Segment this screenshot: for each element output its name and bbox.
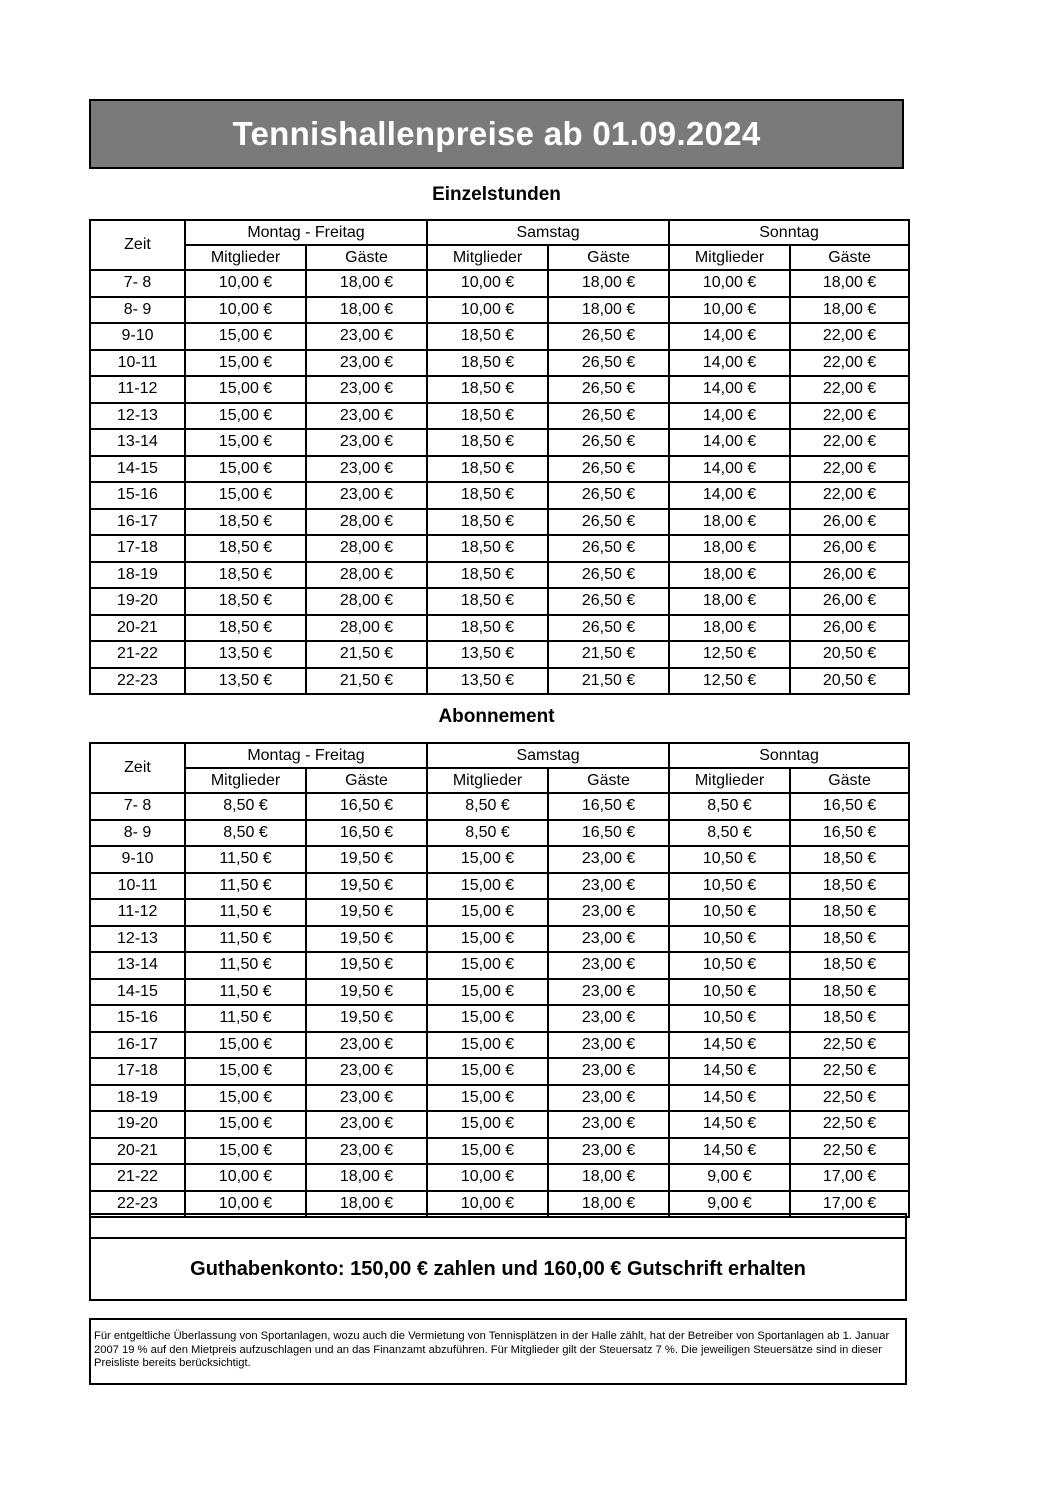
price-cell: 23,00 €	[306, 482, 427, 509]
price-cell: 13,50 €	[185, 668, 306, 695]
price-cell: 18,50 €	[427, 323, 548, 350]
price-cell: 15,00 €	[427, 899, 548, 926]
price-table-abonnement	[89, 742, 910, 1218]
price-cell: 18,50 €	[427, 588, 548, 615]
price-cell: 18,50 €	[185, 535, 306, 562]
price-cell: 15,00 €	[427, 979, 548, 1006]
price-cell: 18,00 €	[790, 270, 909, 297]
price-cell: 11,50 €	[185, 899, 306, 926]
price-cell: 14,00 €	[669, 429, 790, 456]
time-cell: 21-22	[90, 1164, 185, 1191]
price-cell: 18,00 €	[669, 615, 790, 642]
price-cell: 19,50 €	[306, 1005, 427, 1032]
time-cell: 8- 9	[90, 820, 185, 847]
table-row	[90, 1111, 909, 1138]
price-cell: 23,00 €	[306, 1058, 427, 1085]
price-cell: 8,50 €	[427, 820, 548, 847]
table-row	[90, 429, 909, 456]
price-cell: 28,00 €	[306, 588, 427, 615]
price-cell: 28,00 €	[306, 562, 427, 589]
price-cell: 21,50 €	[306, 668, 427, 695]
time-cell: 12-13	[90, 926, 185, 953]
price-cell: 15,00 €	[185, 482, 306, 509]
price-cell: 22,50 €	[790, 1138, 909, 1165]
time-cell: 13-14	[90, 952, 185, 979]
price-cell: 11,50 €	[185, 873, 306, 900]
price-cell: 13,50 €	[427, 641, 548, 668]
price-cell: 21,50 €	[548, 668, 669, 695]
table-row	[90, 1164, 909, 1191]
price-cell: 13,50 €	[185, 641, 306, 668]
table-row	[90, 376, 909, 403]
price-cell: 18,00 €	[306, 1191, 427, 1218]
price-cell: 18,50 €	[427, 350, 548, 377]
price-cell: 18,00 €	[306, 1164, 427, 1191]
price-cell: 23,00 €	[306, 456, 427, 483]
price-cell: 14,50 €	[669, 1058, 790, 1085]
price-cell: 8,50 €	[669, 793, 790, 820]
price-cell: 10,00 €	[185, 270, 306, 297]
price-cell: 16,50 €	[790, 820, 909, 847]
group-header: Sonntag	[669, 743, 909, 768]
price-cell: 8,50 €	[427, 793, 548, 820]
price-cell: 26,00 €	[790, 509, 909, 536]
price-cell: 15,00 €	[185, 1032, 306, 1059]
subheader: Mitglieder	[669, 245, 790, 270]
time-cell: 10-11	[90, 873, 185, 900]
price-cell: 26,50 €	[548, 429, 669, 456]
price-cell: 15,00 €	[427, 1058, 548, 1085]
time-cell: 7- 8	[90, 793, 185, 820]
table-row	[90, 873, 909, 900]
price-cell: 10,00 €	[427, 297, 548, 324]
guthaben-text: Guthabenkonto: 150,00 € zahlen und 160,00 € Gutschrift erhalten	[190, 1257, 806, 1280]
price-cell: 10,50 €	[669, 846, 790, 873]
time-cell: 17-18	[90, 1058, 185, 1085]
time-cell: 9-10	[90, 846, 185, 873]
price-cell: 15,00 €	[427, 873, 548, 900]
price-cell: 15,00 €	[185, 1085, 306, 1112]
price-cell: 10,00 €	[669, 270, 790, 297]
time-cell: 11-12	[90, 899, 185, 926]
price-cell: 18,50 €	[790, 846, 909, 873]
price-cell: 26,00 €	[790, 562, 909, 589]
group-header: Samstag	[427, 220, 669, 245]
price-cell: 8,50 €	[669, 820, 790, 847]
table-row	[90, 1058, 909, 1085]
price-cell: 16,50 €	[306, 820, 427, 847]
time-cell: 13-14	[90, 429, 185, 456]
price-cell: 22,00 €	[790, 429, 909, 456]
price-cell: 21,50 €	[306, 641, 427, 668]
price-cell: 15,00 €	[427, 1085, 548, 1112]
table-row	[90, 615, 909, 642]
price-cell: 11,50 €	[185, 926, 306, 953]
price-cell: 23,00 €	[306, 429, 427, 456]
price-cell: 18,50 €	[427, 562, 548, 589]
price-cell: 10,00 €	[669, 297, 790, 324]
price-cell: 22,00 €	[790, 403, 909, 430]
price-cell: 15,00 €	[185, 456, 306, 483]
price-cell: 17,00 €	[790, 1191, 909, 1218]
price-cell: 18,50 €	[790, 952, 909, 979]
price-cell: 22,00 €	[790, 323, 909, 350]
price-table-einzelstunden	[89, 219, 910, 695]
price-cell: 22,50 €	[790, 1085, 909, 1112]
price-cell: 23,00 €	[548, 1032, 669, 1059]
table-row	[90, 952, 909, 979]
price-cell: 26,50 €	[548, 535, 669, 562]
price-cell: 10,50 €	[669, 952, 790, 979]
price-cell: 28,00 €	[306, 535, 427, 562]
table-row	[90, 899, 909, 926]
time-cell: 15-16	[90, 1005, 185, 1032]
price-cell: 23,00 €	[548, 873, 669, 900]
price-cell: 23,00 €	[306, 376, 427, 403]
table-row	[90, 562, 909, 589]
table-row	[90, 456, 909, 483]
price-cell: 18,50 €	[790, 899, 909, 926]
price-cell: 26,50 €	[548, 323, 669, 350]
price-cell: 11,50 €	[185, 846, 306, 873]
price-cell: 28,00 €	[306, 509, 427, 536]
group-header: Montag - Freitag	[185, 743, 427, 768]
price-cell: 10,00 €	[427, 1164, 548, 1191]
price-cell: 19,50 €	[306, 926, 427, 953]
price-cell: 10,50 €	[669, 979, 790, 1006]
price-cell: 21,50 €	[548, 641, 669, 668]
price-cell: 19,50 €	[306, 873, 427, 900]
price-cell: 22,00 €	[790, 350, 909, 377]
price-cell: 16,50 €	[548, 793, 669, 820]
price-cell: 18,00 €	[306, 297, 427, 324]
price-cell: 14,50 €	[669, 1032, 790, 1059]
price-cell: 23,00 €	[548, 926, 669, 953]
time-cell: 16-17	[90, 509, 185, 536]
price-cell: 23,00 €	[548, 846, 669, 873]
price-cell: 23,00 €	[306, 403, 427, 430]
price-cell: 18,50 €	[427, 482, 548, 509]
price-cell: 14,00 €	[669, 376, 790, 403]
time-cell: 7- 8	[90, 270, 185, 297]
price-cell: 18,50 €	[185, 562, 306, 589]
price-cell: 18,50 €	[427, 615, 548, 642]
price-cell: 14,00 €	[669, 456, 790, 483]
price-cell: 26,50 €	[548, 509, 669, 536]
price-cell: 18,50 €	[185, 588, 306, 615]
tax-note: Für entgeltliche Überlassung von Sportanlagen, wozu auch die Vermietung von Tennisplätzen in der Halle zählt, hat der Betreiber von Sportanlagen ab 1. Januar 2007 19 % auf den Mietpreis aufzuschlagen und an das Finanzamt abzuführen. Für Mitglieder gilt der Steuersatz 7 %. Die jeweiligen Steuersätze sind in dieser Preisliste bereits berücksichtigt.	[89, 1318, 907, 1385]
price-cell: 16,50 €	[548, 820, 669, 847]
price-cell: 15,00 €	[427, 926, 548, 953]
price-cell: 10,50 €	[669, 1005, 790, 1032]
table-row	[90, 350, 909, 377]
price-cell: 15,00 €	[185, 403, 306, 430]
table-row	[90, 668, 909, 695]
table-row	[90, 535, 909, 562]
price-cell: 16,50 €	[790, 793, 909, 820]
group-header: Montag - Freitag	[185, 220, 427, 245]
time-cell: 19-20	[90, 588, 185, 615]
price-cell: 18,50 €	[185, 615, 306, 642]
price-cell: 22,50 €	[790, 1058, 909, 1085]
price-cell: 23,00 €	[306, 1085, 427, 1112]
price-cell: 15,00 €	[185, 1138, 306, 1165]
price-cell: 18,00 €	[548, 1164, 669, 1191]
table-row	[90, 793, 909, 820]
price-cell: 22,00 €	[790, 376, 909, 403]
price-cell: 11,50 €	[185, 952, 306, 979]
price-cell: 18,50 €	[427, 376, 548, 403]
time-cell: 18-19	[90, 1085, 185, 1112]
title-banner	[89, 99, 904, 169]
price-cell: 15,00 €	[427, 1111, 548, 1138]
price-cell: 22,00 €	[790, 456, 909, 483]
price-cell: 23,00 €	[548, 1058, 669, 1085]
price-cell: 14,00 €	[669, 323, 790, 350]
time-cell: 18-19	[90, 562, 185, 589]
price-cell: 18,00 €	[548, 297, 669, 324]
price-cell: 26,50 €	[548, 615, 669, 642]
price-cell: 28,00 €	[306, 615, 427, 642]
table-row	[90, 641, 909, 668]
price-cell: 19,50 €	[306, 979, 427, 1006]
price-cell: 18,00 €	[669, 562, 790, 589]
price-cell: 9,00 €	[669, 1164, 790, 1191]
subheader: Mitglieder	[185, 245, 306, 270]
price-cell: 14,50 €	[669, 1111, 790, 1138]
price-cell: 10,50 €	[669, 899, 790, 926]
price-cell: 15,00 €	[185, 1058, 306, 1085]
price-cell: 18,50 €	[427, 403, 548, 430]
price-cell: 15,00 €	[185, 376, 306, 403]
price-cell: 23,00 €	[548, 1005, 669, 1032]
price-cell: 20,50 €	[790, 668, 909, 695]
price-cell: 14,50 €	[669, 1138, 790, 1165]
price-cell: 23,00 €	[306, 1111, 427, 1138]
price-cell: 26,50 €	[548, 403, 669, 430]
price-cell: 14,00 €	[669, 482, 790, 509]
price-cell: 15,00 €	[427, 952, 548, 979]
price-cell: 23,00 €	[548, 899, 669, 926]
price-cell: 18,00 €	[548, 1191, 669, 1218]
time-cell: 9-10	[90, 323, 185, 350]
table-row	[90, 846, 909, 873]
price-cell: 19,50 €	[306, 846, 427, 873]
group-header: Samstag	[427, 743, 669, 768]
price-cell: 23,00 €	[306, 1032, 427, 1059]
price-cell: 18,00 €	[669, 588, 790, 615]
price-cell: 15,00 €	[427, 1138, 548, 1165]
price-cell: 26,00 €	[790, 535, 909, 562]
subheader: Gäste	[548, 245, 669, 270]
price-cell: 23,00 €	[548, 952, 669, 979]
price-cell: 22,50 €	[790, 1111, 909, 1138]
price-cell: 10,00 €	[185, 1191, 306, 1218]
time-cell: 22-23	[90, 668, 185, 695]
price-cell: 18,00 €	[548, 270, 669, 297]
price-cell: 15,00 €	[427, 1032, 548, 1059]
price-cell: 18,00 €	[669, 509, 790, 536]
price-cell: 18,50 €	[427, 456, 548, 483]
price-cell: 10,00 €	[185, 297, 306, 324]
subheader: Mitglieder	[427, 245, 548, 270]
table-row	[90, 820, 909, 847]
price-cell: 19,50 €	[306, 899, 427, 926]
subheader: Gäste	[790, 245, 909, 270]
price-cell: 15,00 €	[185, 429, 306, 456]
price-cell: 8,50 €	[185, 793, 306, 820]
section-heading-abonnement: Abonnement	[438, 706, 555, 727]
time-cell: 20-21	[90, 615, 185, 642]
price-cell: 12,50 €	[669, 641, 790, 668]
table-row	[90, 403, 909, 430]
price-cell: 23,00 €	[548, 979, 669, 1006]
table-row	[90, 297, 909, 324]
price-cell: 18,50 €	[427, 509, 548, 536]
price-cell: 15,00 €	[427, 1005, 548, 1032]
price-cell: 10,50 €	[669, 926, 790, 953]
price-cell: 22,00 €	[790, 482, 909, 509]
page-title: Tennishallenpreise ab 01.09.2024	[232, 115, 761, 152]
price-cell: 18,50 €	[790, 979, 909, 1006]
subheader: Mitglieder	[669, 768, 790, 793]
price-cell: 26,00 €	[790, 588, 909, 615]
price-cell: 16,50 €	[306, 793, 427, 820]
price-cell: 17,00 €	[790, 1164, 909, 1191]
subheader: Gäste	[790, 768, 909, 793]
time-cell: 22-23	[90, 1191, 185, 1218]
subheader: Mitglieder	[185, 768, 306, 793]
price-cell: 23,00 €	[548, 1111, 669, 1138]
price-cell: 23,00 €	[548, 1138, 669, 1165]
subheader: Mitglieder	[427, 768, 548, 793]
table-row	[90, 979, 909, 1006]
time-cell: 10-11	[90, 350, 185, 377]
table-row	[90, 1005, 909, 1032]
price-cell: 26,50 €	[548, 588, 669, 615]
price-cell: 18,50 €	[427, 429, 548, 456]
price-cell: 26,50 €	[548, 456, 669, 483]
time-cell: 11-12	[90, 376, 185, 403]
price-cell: 18,00 €	[669, 535, 790, 562]
time-cell: 19-20	[90, 1111, 185, 1138]
time-cell: 15-16	[90, 482, 185, 509]
price-cell: 26,50 €	[548, 562, 669, 589]
price-cell: 10,00 €	[427, 270, 548, 297]
price-cell: 19,50 €	[306, 952, 427, 979]
price-cell: 13,50 €	[427, 668, 548, 695]
price-cell: 15,00 €	[185, 323, 306, 350]
price-cell: 15,00 €	[185, 350, 306, 377]
time-cell: 14-15	[90, 979, 185, 1006]
empty-row	[91, 1215, 905, 1239]
zeit-header: Zeit	[90, 220, 185, 270]
price-cell: 18,50 €	[790, 1005, 909, 1032]
price-cell: 23,00 €	[306, 323, 427, 350]
price-cell: 20,50 €	[790, 641, 909, 668]
table-row	[90, 270, 909, 297]
price-cell: 11,50 €	[185, 979, 306, 1006]
zeit-header: Zeit	[90, 743, 185, 793]
price-cell: 15,00 €	[185, 1111, 306, 1138]
price-cell: 18,00 €	[790, 297, 909, 324]
time-cell: 14-15	[90, 456, 185, 483]
table-row	[90, 926, 909, 953]
price-cell: 18,50 €	[790, 873, 909, 900]
price-cell: 11,50 €	[185, 1005, 306, 1032]
table-row	[90, 1138, 909, 1165]
price-cell: 18,50 €	[427, 535, 548, 562]
time-cell: 16-17	[90, 1032, 185, 1059]
time-cell: 17-18	[90, 535, 185, 562]
price-cell: 10,50 €	[669, 873, 790, 900]
subheader: Gäste	[306, 245, 427, 270]
price-cell: 10,00 €	[427, 1191, 548, 1218]
price-cell: 14,50 €	[669, 1085, 790, 1112]
price-cell: 22,50 €	[790, 1032, 909, 1059]
price-cell: 26,50 €	[548, 350, 669, 377]
price-cell: 26,00 €	[790, 615, 909, 642]
table-row	[90, 482, 909, 509]
section-heading-einzelstunden: Einzelstunden	[432, 184, 561, 205]
group-header: Sonntag	[669, 220, 909, 245]
time-cell: 8- 9	[90, 297, 185, 324]
price-cell: 18,00 €	[306, 270, 427, 297]
table-row	[90, 588, 909, 615]
subheader: Gäste	[306, 768, 427, 793]
price-cell: 26,50 €	[548, 482, 669, 509]
time-cell: 12-13	[90, 403, 185, 430]
table-row	[90, 323, 909, 350]
time-cell: 20-21	[90, 1138, 185, 1165]
price-cell: 23,00 €	[306, 350, 427, 377]
table-row	[90, 509, 909, 536]
price-cell: 10,00 €	[185, 1164, 306, 1191]
price-cell: 26,50 €	[548, 376, 669, 403]
price-cell: 8,50 €	[185, 820, 306, 847]
price-cell: 14,00 €	[669, 403, 790, 430]
table-row	[90, 1085, 909, 1112]
price-cell: 18,50 €	[790, 926, 909, 953]
subheader: Gäste	[548, 768, 669, 793]
time-cell: 21-22	[90, 641, 185, 668]
price-cell: 23,00 €	[306, 1138, 427, 1165]
price-cell: 14,00 €	[669, 350, 790, 377]
price-cell: 9,00 €	[669, 1191, 790, 1218]
guthaben-box	[89, 1213, 907, 1301]
price-cell: 23,00 €	[548, 1085, 669, 1112]
price-cell: 12,50 €	[669, 668, 790, 695]
price-cell: 15,00 €	[427, 846, 548, 873]
table-row	[90, 1032, 909, 1059]
price-cell: 18,50 €	[185, 509, 306, 536]
